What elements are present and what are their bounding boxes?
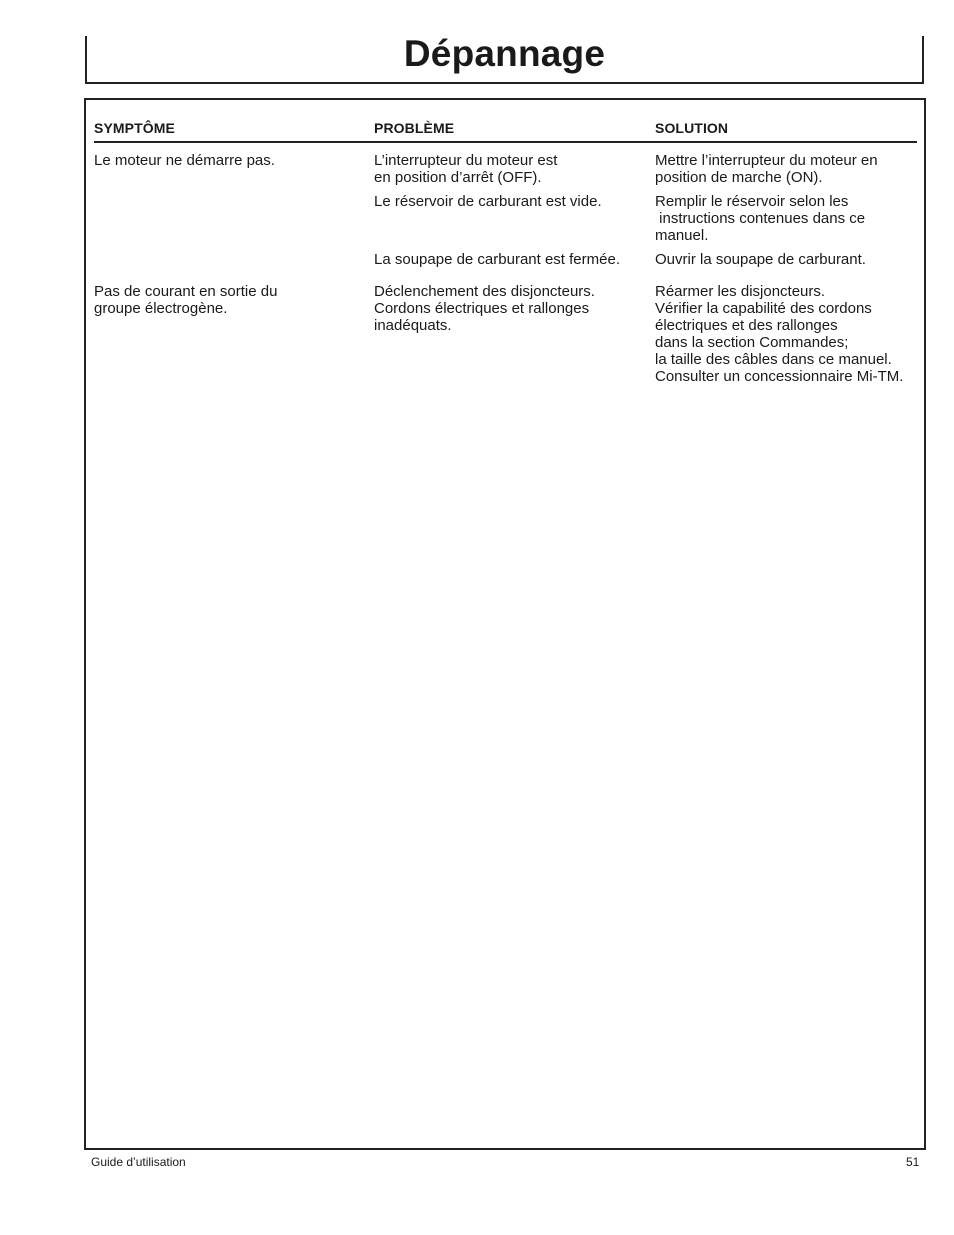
row-3-problem: La soupape de carburant est fermée. <box>374 251 620 268</box>
header-solution: SOLUTION <box>655 120 729 136</box>
row-1-solution: Mettre l’interrupteur du moteur en position de marche (ON). <box>655 152 878 186</box>
row-1-symptom: Le moteur ne démarre pas. <box>94 152 275 169</box>
header-symptom: SYMPTÔME <box>94 120 175 136</box>
row-1-problem: L’interrupteur du moteur est en position d’arrêt (OFF). <box>374 152 558 186</box>
row-4-solution: Réarmer les disjoncteurs. Vérifier la capabilité des cordons électriques et des rallonges dans la section Commandes; la taille des câbles dans ce manuel. Consulter un concessionnaire Mi-TM. <box>655 283 904 385</box>
header-divider <box>94 141 917 143</box>
row-4-problem: Déclenchement des disjoncteurs. Cordons électriques et rallonges inadéquats. <box>374 283 595 334</box>
page-number: 51 <box>906 1155 920 1169</box>
page-title: Dépannage <box>403 33 606 74</box>
row-2-solution: Remplir le réservoir selon les instructions contenues dans ce manuel. <box>655 193 866 244</box>
header-problem: PROBLÈME <box>374 120 455 136</box>
row-2-problem: Le réservoir de carburant est vide. <box>374 193 602 210</box>
footer-guide-label: Guide d’utilisation <box>91 1155 186 1169</box>
title-box <box>85 33 924 84</box>
troubleshooting-table <box>84 98 926 1150</box>
row-4-symptom: Pas de courant en sortie du groupe électrogène. <box>94 283 278 317</box>
row-3-solution: Ouvrir la soupape de carburant. <box>655 251 866 268</box>
